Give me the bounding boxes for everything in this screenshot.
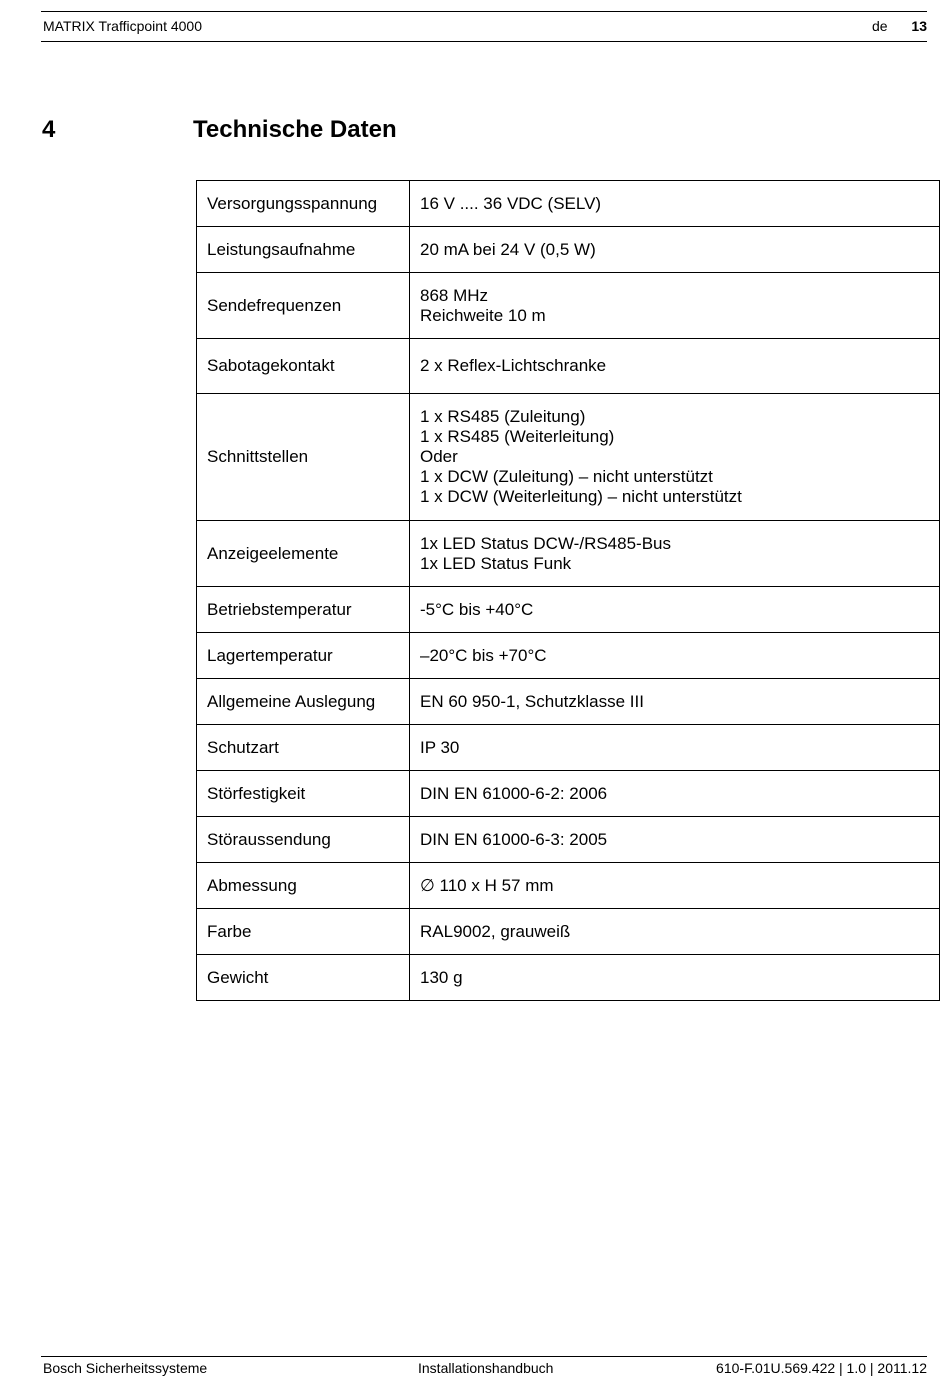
spec-value (410, 863, 940, 909)
header-bottom-rule (41, 41, 927, 42)
spec-value (410, 227, 940, 273)
spec-value (410, 633, 940, 679)
spec-label: Versorgungsspannung (197, 181, 410, 227)
spec-value (410, 817, 940, 863)
footer-doc-id: 610-F.01U.569.422 | 1.0 | 2011.12 (716, 1360, 927, 1376)
spec-value-line: EN 60 950-1, Schutzklasse III (420, 691, 644, 711)
spec-row (197, 227, 940, 273)
chapter-number: 4 (42, 116, 56, 143)
spec-label: Sendefrequenzen (197, 273, 410, 339)
spec-value (410, 909, 940, 955)
spec-value-line: ∅ 110 x H 57 mm (420, 875, 554, 895)
spec-label: Farbe (197, 909, 410, 955)
spec-row (197, 273, 940, 339)
spec-value (410, 587, 940, 633)
spec-row (197, 587, 940, 633)
spec-value-line: 2 x Reflex-Lichtschranke (420, 356, 607, 375)
spec-value (410, 181, 940, 227)
spec-label: Schutzart (197, 725, 410, 771)
spec-value-line: 16 V .... 36 VDC (SELV) (420, 193, 602, 213)
header-language: de (871, 18, 888, 34)
header-right (872, 18, 927, 34)
spec-row (197, 725, 940, 771)
spec-label: Leistungsaufnahme (197, 227, 410, 273)
spec-value (410, 725, 940, 771)
spec-label: Allgemeine Auslegung (197, 679, 410, 725)
spec-value-line: 1x LED Status Funk (420, 553, 572, 573)
spec-row (197, 909, 940, 955)
spec-value-line: 1 x RS485 (Zuleitung) (420, 407, 586, 426)
spec-label: Sabotagekontakt (197, 339, 410, 394)
spec-label: Lagertemperatur (197, 633, 410, 679)
spec-value-line: RAL9002, grauweiß (420, 921, 571, 941)
spec-label: Störfestigkeit (197, 771, 410, 817)
spec-value (410, 771, 940, 817)
spec-label: Schnittstellen (197, 394, 410, 521)
spec-value-line: 868 MHz (420, 285, 489, 305)
chapter-title: Technische Daten (193, 116, 397, 143)
spec-value-line: 130 g (420, 967, 463, 987)
spec-value-line: DIN EN 61000-6-2: 2006 (420, 783, 608, 803)
spec-value-line: 1 x DCW (Zuleitung) – nicht unterstützt (420, 467, 713, 486)
footer-company: Bosch Sicherheitssysteme (43, 1360, 208, 1376)
spec-value (410, 273, 940, 339)
header-product-name: MATRIX Trafficpoint 4000 (43, 18, 202, 34)
spec-value-line: 20 mA bei 24 V (0,5 W) (420, 239, 596, 259)
spec-value-line: 1 x RS485 (Weiterleitung) (420, 427, 615, 446)
spec-row (197, 181, 940, 227)
spec-row (197, 817, 940, 863)
header-top-rule (41, 11, 927, 12)
spec-value (410, 339, 940, 394)
spec-row (197, 633, 940, 679)
spec-value (410, 955, 940, 1001)
spec-row (197, 955, 940, 1001)
technical-data-table-body (197, 181, 940, 1001)
footer-rule (41, 1356, 927, 1357)
spec-value-line: 1x LED Status DCW-/RS485-Bus (420, 533, 671, 553)
spec-row (197, 771, 940, 817)
spec-value-line: DIN EN 61000-6-3: 2005 (420, 829, 608, 849)
technical-data-table (196, 180, 940, 1001)
spec-value-line: Reichweite 10 m (420, 305, 546, 325)
spec-label: Betriebstemperatur (197, 587, 410, 633)
spec-label: Anzeigeelemente (197, 521, 410, 587)
spec-label: Störaussendung (197, 817, 410, 863)
spec-value (410, 394, 940, 521)
spec-label: Abmessung (197, 863, 410, 909)
footer-doc-type: Installationshandbuch (418, 1360, 554, 1376)
spec-row (197, 521, 940, 587)
spec-row (197, 863, 940, 909)
spec-value-line: Oder (420, 447, 458, 466)
spec-value (410, 679, 940, 725)
spec-value-line: –20°C bis +70°C (420, 645, 547, 665)
spec-row (197, 394, 940, 521)
spec-row (197, 339, 940, 394)
spec-value-line: IP 30 (420, 737, 460, 757)
spec-value (410, 521, 940, 587)
spec-value-line: -5°C bis +40°C (420, 599, 534, 619)
spec-label: Gewicht (197, 955, 410, 1001)
spec-row (197, 679, 940, 725)
spec-value-line: 1 x DCW (Weiterleitung) – nicht unterstützt (420, 487, 742, 506)
header-page-number: 13 (911, 18, 927, 34)
